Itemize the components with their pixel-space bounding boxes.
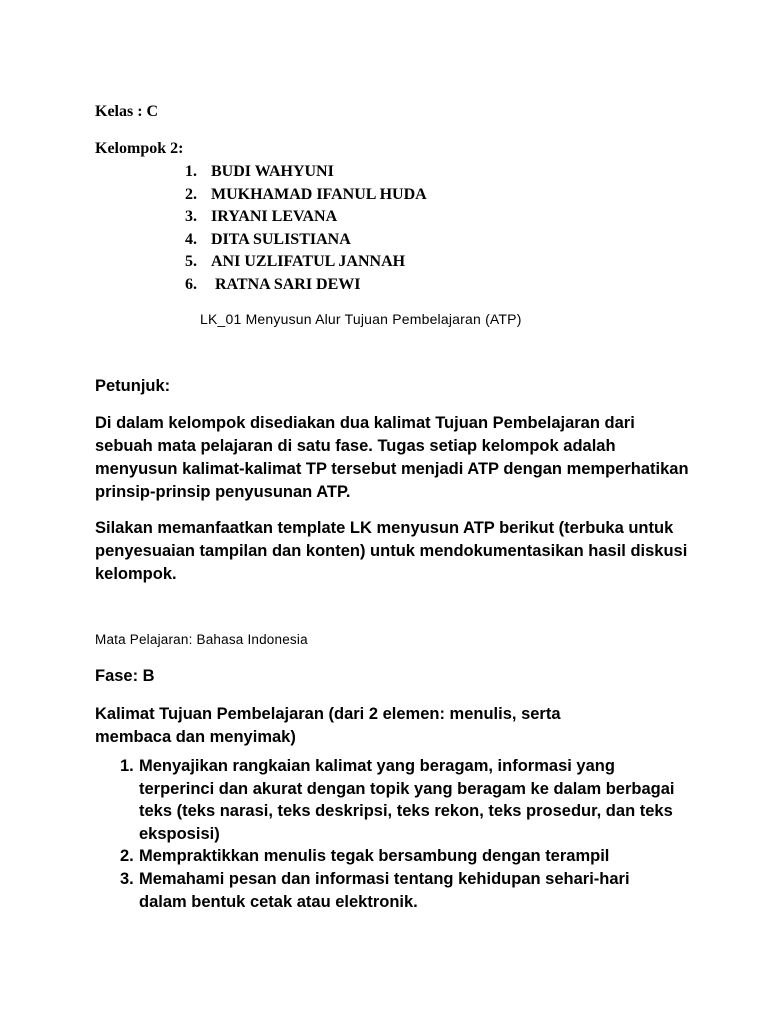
list-item xyxy=(185,206,427,229)
list-item xyxy=(120,845,680,868)
member-name: DITA SULISTIANA xyxy=(211,230,351,248)
group-label: Kelompok 2: xyxy=(95,140,184,157)
instructions-paragraph-1: Di dalam kelompok disediakan dua kalimat Tujuan Pembelajaran dari sebuah mata pelajaran di satu fase. Tugas setiap kelompok adalah menyusun kalimat-kalimat TP tersebut menjadi ATP dengan memperhatikan prinsip-prinsip penyusunan ATP. xyxy=(95,414,689,501)
phase-label: Fase: B xyxy=(95,667,155,685)
list-number: 2. xyxy=(120,847,134,866)
list-item xyxy=(185,251,427,274)
instructions-heading: Petunjuk: xyxy=(95,377,171,395)
subject-label: Mata Pelajaran: Bahasa Indonesia xyxy=(95,632,308,647)
member-list xyxy=(185,161,427,297)
list-number: 3. xyxy=(120,869,134,888)
instructions-paragraph-2: Silakan memanfaatkan template LK menyusun ATP berikut (terbuka untuk penyesuaian tampilan dan konten) untuk mendokumentasikan hasil diskusi kelompok. xyxy=(95,519,688,583)
list-item xyxy=(120,755,680,845)
list-number: 1. xyxy=(120,757,134,775)
learning-objectives-heading: Kalimat Tujuan Pembelajaran (dari 2 elemen: menulis, serta membaca dan menyimak) xyxy=(95,705,561,746)
list-number: 2. xyxy=(185,185,197,203)
list-item xyxy=(185,274,427,297)
list-number: 6. xyxy=(185,275,197,293)
member-name: ANI UZLIFATUL JANNAH xyxy=(211,253,406,271)
list-item xyxy=(185,161,427,184)
list-number: 4. xyxy=(185,230,197,248)
objective-text: Menyajikan rangkaian kalimat yang beragam, informasi yang terperinci dan akurat dengan topik yang beragam ke dalam berbagai teks (teks narasi, teks deskripsi, teks rekon, teks prosedur, dan teks eksposisi) xyxy=(139,757,675,843)
member-name: IRYANI LEVANA xyxy=(211,208,338,226)
objective-text: Memahami pesan dan informasi tentang kehidupan sehari-hari dalam bentuk cetak atau elektronik. xyxy=(139,869,630,911)
list-item xyxy=(120,868,680,913)
list-item xyxy=(185,229,427,252)
class-label: Kelas : C xyxy=(95,103,159,120)
list-number: 3. xyxy=(185,208,197,226)
worksheet-title: LK_01 Menyusun Alur Tujuan Pembelajaran (ATP) xyxy=(200,311,522,327)
member-name: BUDI WAHYUNI xyxy=(211,163,334,180)
list-number: 1. xyxy=(185,163,197,180)
member-name: MUKHAMAD IFANUL HUDA xyxy=(211,185,427,203)
learning-objectives-list xyxy=(120,755,680,913)
list-item xyxy=(185,184,427,207)
list-number: 5. xyxy=(185,253,197,271)
objective-text: Mempraktikkan menulis tegak bersambung dengan terampil xyxy=(139,847,610,866)
member-name: RATNA SARI DEWI xyxy=(211,275,361,293)
